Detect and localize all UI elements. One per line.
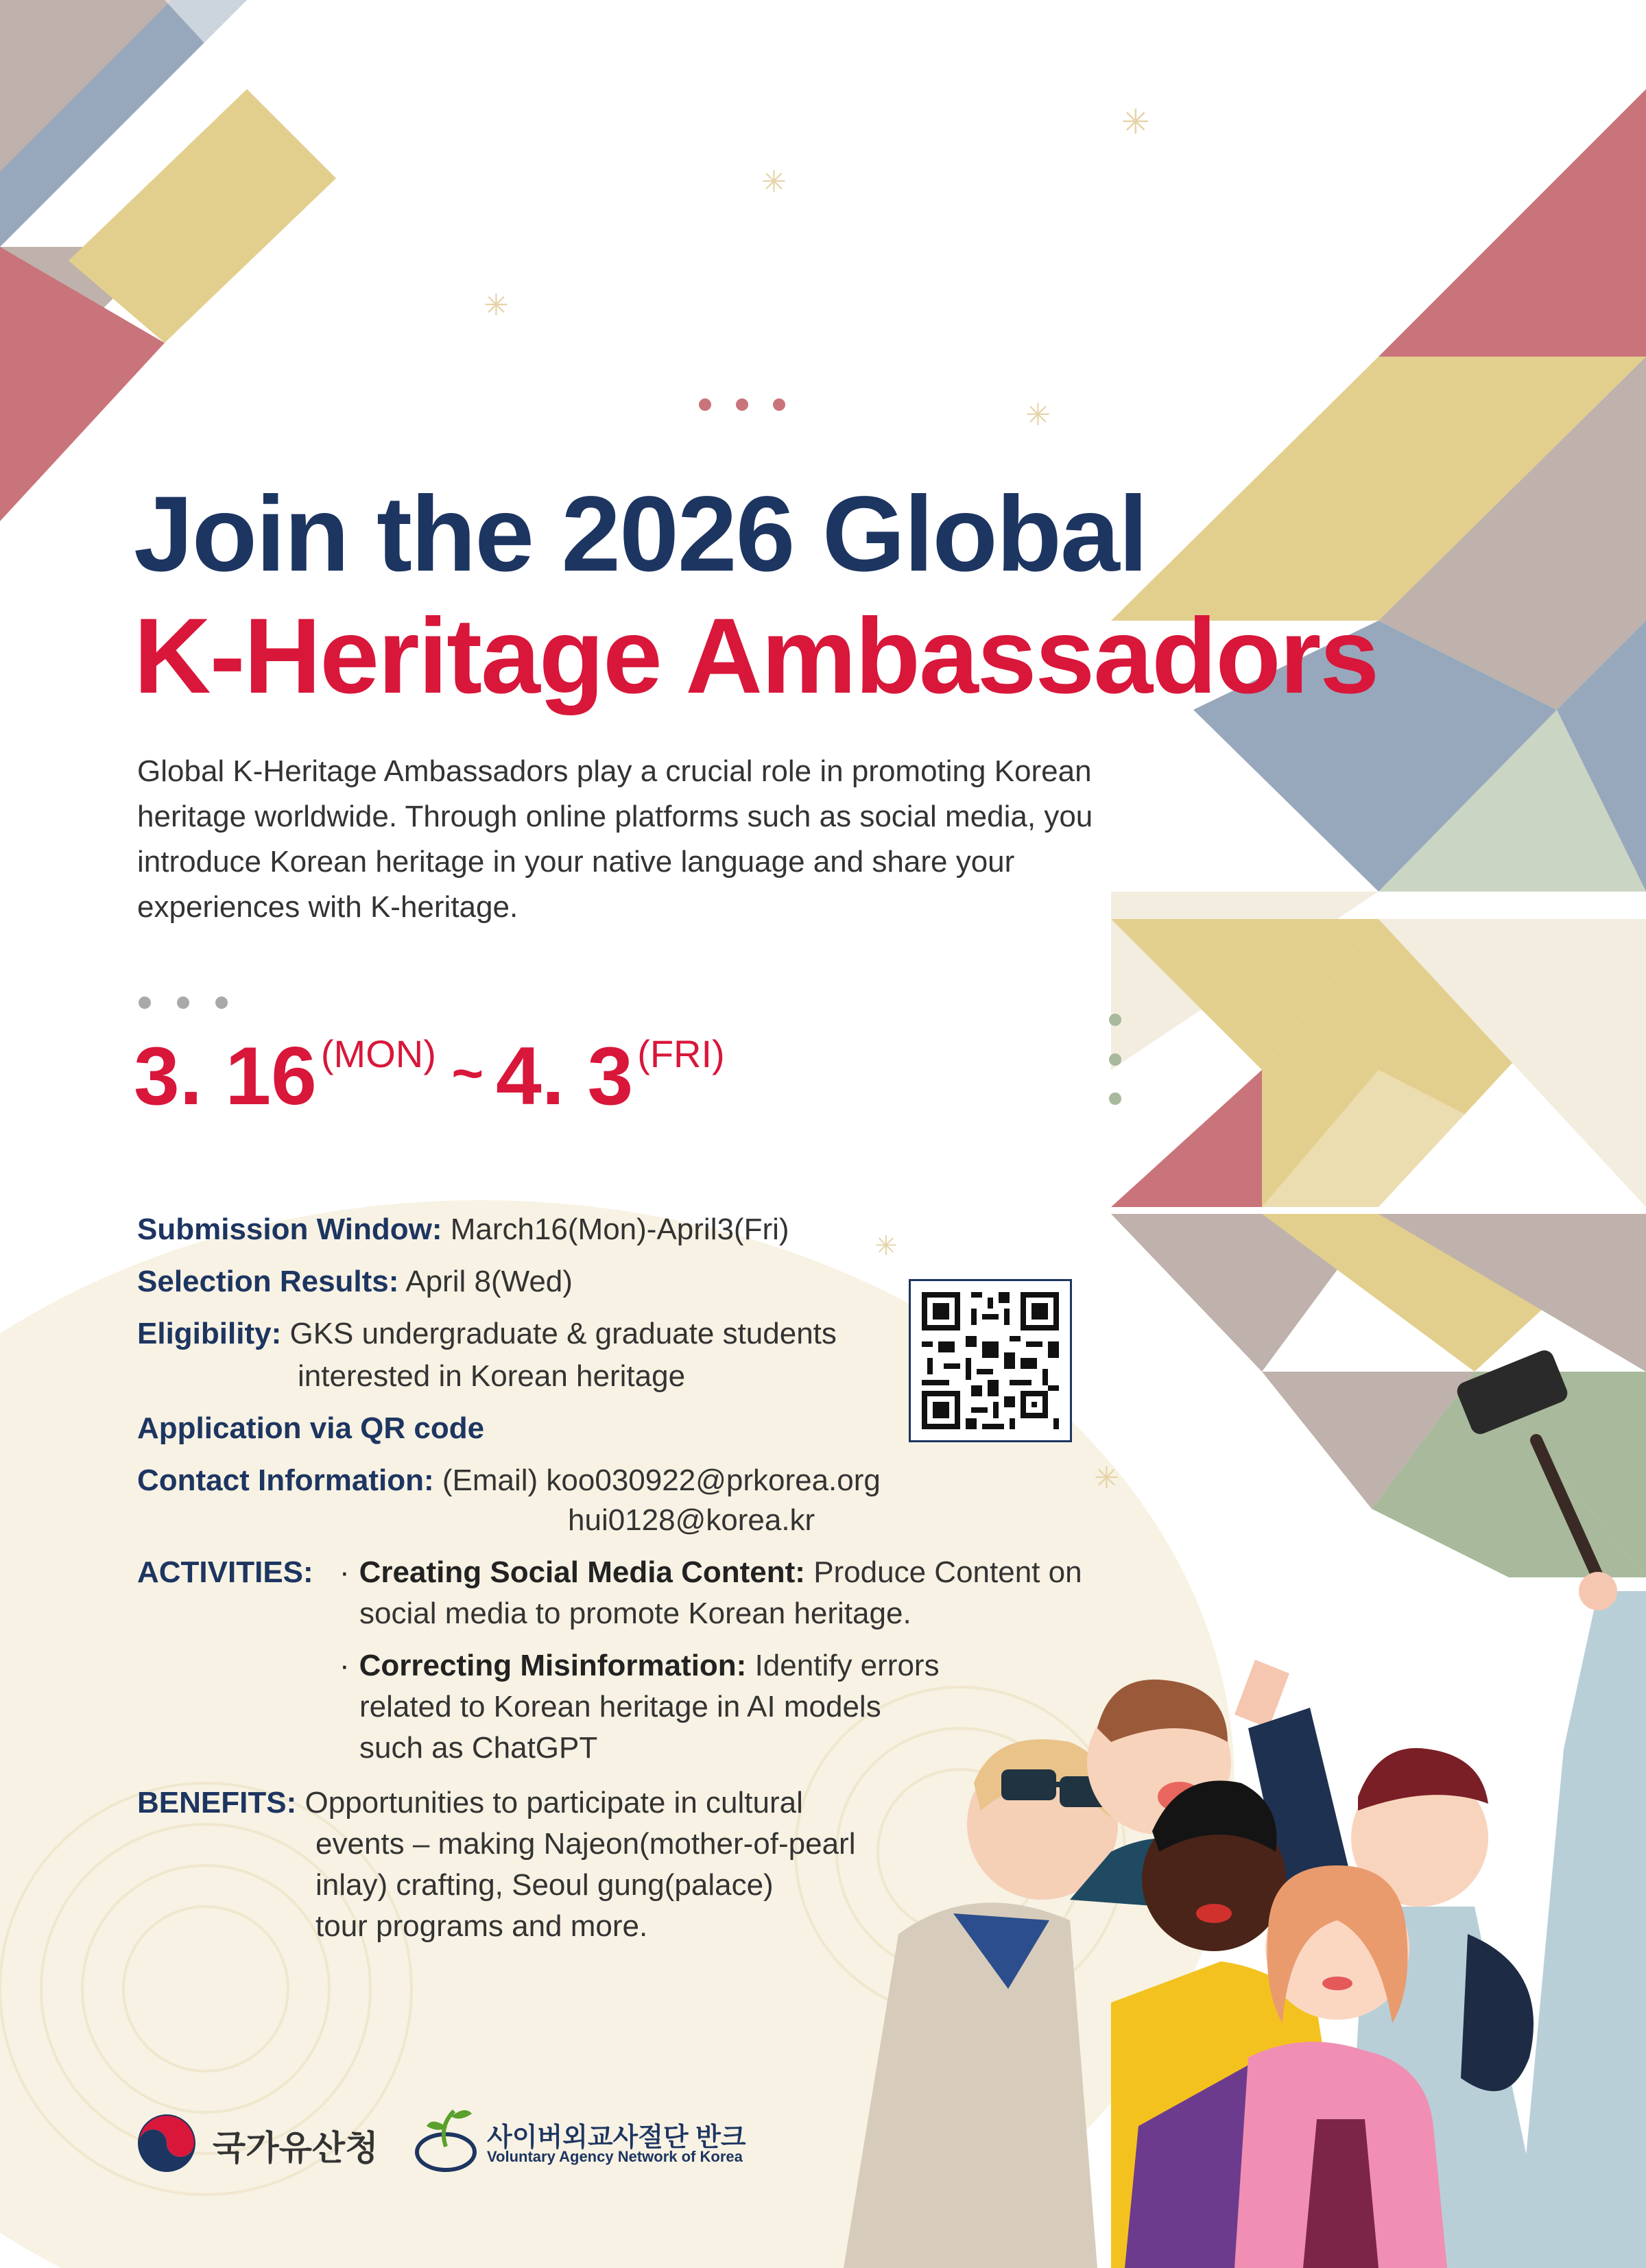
benefits-line-1: Opportunities to participate in cultural <box>305 1786 803 1819</box>
eligibility-line-1: GKS undergraduate & graduate students <box>289 1317 837 1350</box>
submission-label: Submission Window: <box>137 1213 442 1246</box>
intro-paragraph: Global K-Heritage Ambassadors play a crucial role in promoting Korean heritage worldwide. Through online platforms such as social media, you introduce Korean heritage in your native language and share your experiences with K-heritage. <box>137 754 1093 924</box>
benefits-line-2: events – making Najeon(mother-of-pearl <box>315 1827 856 1861</box>
svg-text:✳: ✳ <box>1121 102 1150 142</box>
eligibility <box>137 1313 837 1355</box>
activity-item-2: · Correcting Misinformation: Identify errors <box>339 1649 940 1682</box>
activity-1-text-1: Produce Content on <box>813 1555 1082 1589</box>
svg-text:✳: ✳ <box>484 288 509 323</box>
svg-text:✳: ✳ <box>874 1230 898 1262</box>
vank-logo-english: Voluntary Agency Network of Korea <box>487 2148 743 2165</box>
benefits-line-4: tour programs and more. <box>315 1909 648 1943</box>
start-day: (MON) <box>320 1032 436 1075</box>
svg-text:✳: ✳ <box>1025 398 1051 433</box>
results-value: April 8(Wed) <box>405 1265 573 1298</box>
contact-email-1[interactable]: (Email) koo030922@prkorea.org <box>442 1464 881 1497</box>
activity-1-title: Creating Social Media Content: <box>359 1555 805 1589</box>
svg-text:✳: ✳ <box>1094 1461 1119 1496</box>
results-label: Selection Results: <box>137 1265 399 1298</box>
contact-email-2[interactable]: hui0128@korea.kr <box>568 1503 815 1537</box>
activities-title: ACTIVITIES: <box>137 1555 313 1589</box>
eligibility-label: Eligibility: <box>137 1317 282 1350</box>
vank-logo-icon <box>412 2099 480 2174</box>
vank-logo-korean: 사이버외교사절단 반크 <box>487 2123 746 2152</box>
date-range <box>134 1029 725 1123</box>
benefits-label: BENEFITS: <box>137 1786 297 1819</box>
activity-1-text-2: social media to promote Korean heritage. <box>359 1597 911 1630</box>
taegeuk-logo-icon <box>136 2112 198 2174</box>
eligibility-line-2: interested in Korean heritage <box>298 1359 686 1393</box>
submission-value: March16(Mon)-April3(Fri) <box>450 1213 789 1246</box>
activity-2-text-3: such as ChatGPT <box>359 1731 598 1765</box>
application-label: Application via QR code <box>137 1411 485 1445</box>
title-line-2: K-Heritage Ambassadors <box>134 597 1379 716</box>
benefits <box>137 1782 803 1824</box>
date-separator: ~ <box>451 1042 484 1103</box>
qr-code-icon[interactable] <box>909 1279 1072 1442</box>
selection-results <box>137 1261 573 1303</box>
svg-text:✳: ✳ <box>761 165 787 200</box>
start-date: 3. 16 <box>134 1030 317 1122</box>
activity-2-text-2: related to Korean heritage in AI models <box>359 1690 881 1723</box>
activity-item-1: · Creating Social Media Content: Produce Content on <box>339 1555 1082 1589</box>
activities-label <box>137 1551 313 1594</box>
application-qr <box>137 1407 484 1450</box>
title-line-1: Join the 2026 Global <box>134 475 1147 594</box>
contact-information <box>137 1459 881 1502</box>
end-day: (FRI) <box>637 1032 725 1075</box>
gov-logo-text: 국가유산청 <box>213 2129 379 2167</box>
end-date: 4. 3 <box>496 1030 634 1122</box>
benefits-line-3: inlay) crafting, Seoul gung(palace) <box>315 1868 774 1902</box>
contact-label: Contact Information: <box>137 1464 434 1497</box>
submission-window <box>137 1208 789 1251</box>
activity-2-title: Correcting Misinformation: <box>359 1649 747 1682</box>
activity-2-text-1: Identify errors <box>754 1649 940 1682</box>
